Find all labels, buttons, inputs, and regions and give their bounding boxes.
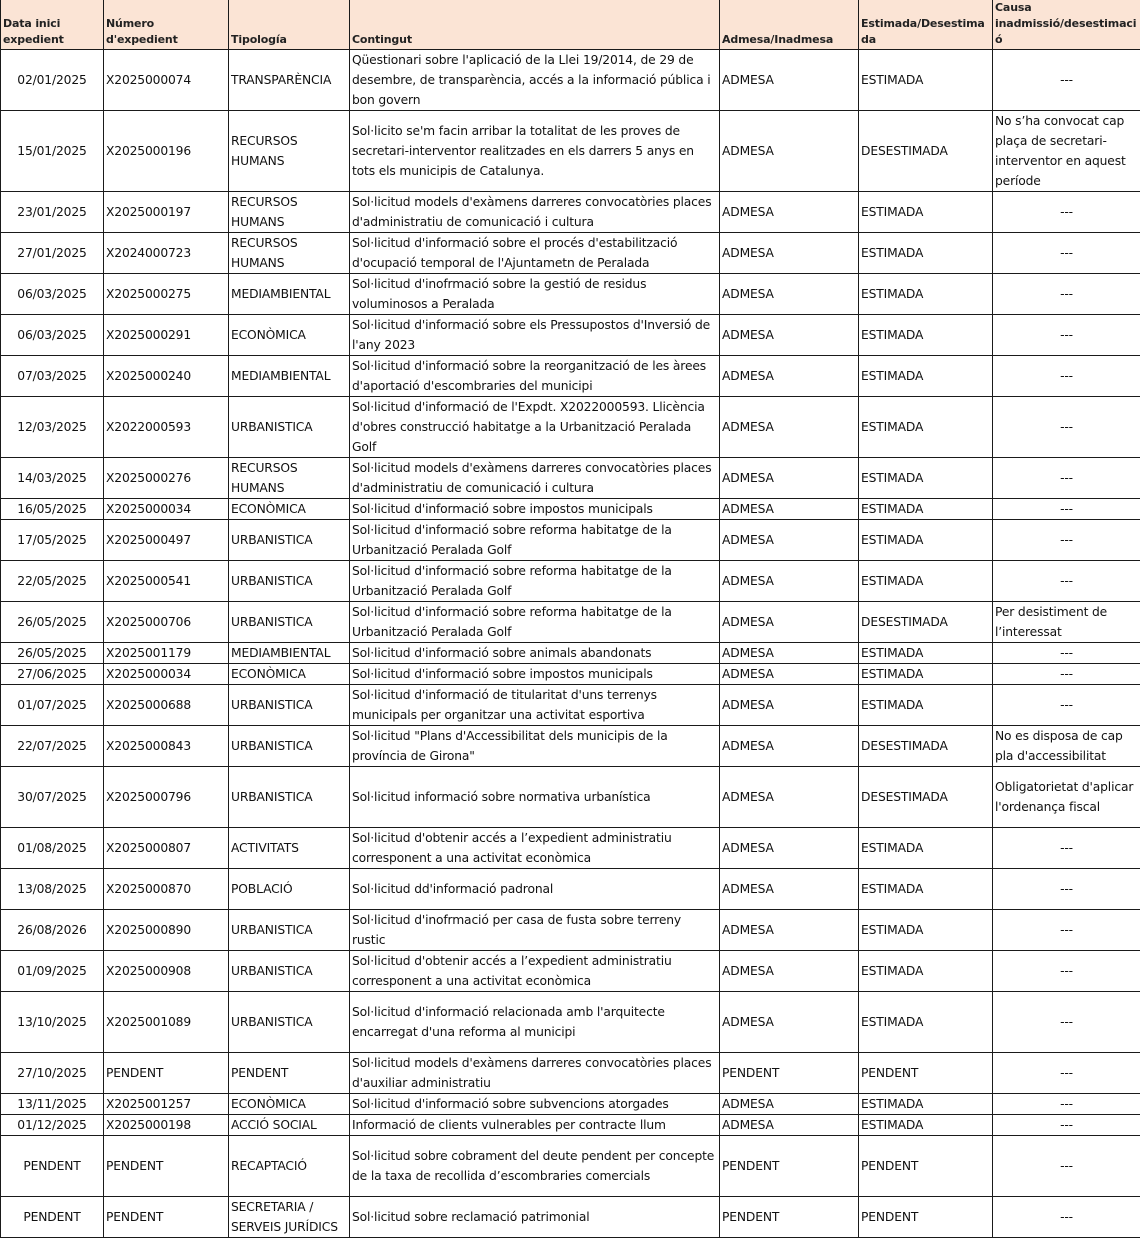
cell-content: Sol·licitud sobre cobrament del deute pendent per concepte de la taxa de recollida d’escombraries comercials bbox=[350, 1136, 720, 1197]
cell-content: Sol·licitud d'informació sobre impostos municipals bbox=[350, 664, 720, 685]
table-row bbox=[1, 499, 1140, 520]
header-cause: Causa inadmissió/desestimació bbox=[993, 0, 1140, 50]
cell-admitted: ADMESA bbox=[720, 664, 859, 685]
cell-date: 26/08/2026 bbox=[1, 910, 104, 951]
cell-resolved: ESTIMADA bbox=[859, 356, 993, 397]
cell-content: Sol·licitud d'informació sobre els Pressupostos d'Inversió de l'any 2023 bbox=[350, 315, 720, 356]
cell-cause: --- bbox=[993, 561, 1140, 602]
cell-content: Sol·licitud models d'exàmens darreres convocatòries places d'administratiu de comunicació i cultura bbox=[350, 192, 720, 233]
cell-resolved: PENDENT bbox=[859, 1136, 993, 1197]
cell-number: X2025000074 bbox=[104, 50, 229, 111]
cell-resolved: ESTIMADA bbox=[859, 561, 993, 602]
cell-type: POBLACIÓ bbox=[229, 869, 350, 910]
cell-admitted: ADMESA bbox=[720, 233, 859, 274]
cell-type: URBANISTICA bbox=[229, 685, 350, 726]
cell-admitted: PENDENT bbox=[720, 1136, 859, 1197]
cell-cause: --- bbox=[993, 951, 1140, 992]
cell-number: X2022000593 bbox=[104, 397, 229, 458]
cell-cause: --- bbox=[993, 315, 1140, 356]
cell-content: Sol·licitud d'informació sobre la reorganització de les àrees d'aportació d'escombraries del municipi bbox=[350, 356, 720, 397]
cell-resolved: ESTIMADA bbox=[859, 233, 993, 274]
cell-admitted: ADMESA bbox=[720, 910, 859, 951]
cell-admitted: ADMESA bbox=[720, 951, 859, 992]
cell-cause: --- bbox=[993, 1115, 1140, 1136]
cell-admitted: ADMESA bbox=[720, 561, 859, 602]
cell-admitted: ADMESA bbox=[720, 1115, 859, 1136]
cell-number: PENDENT bbox=[104, 1197, 229, 1238]
cell-content: Sol·licitud models d'exàmens darreres convocatòries places d'auxiliar administratiu bbox=[350, 1053, 720, 1094]
cell-type: URBANISTICA bbox=[229, 520, 350, 561]
table-row bbox=[1, 664, 1140, 685]
cell-date: 23/01/2025 bbox=[1, 192, 104, 233]
cell-cause: No s’ha convocat cap plaça de secretari-interventor en aquest període bbox=[993, 111, 1140, 192]
cell-date: 14/03/2025 bbox=[1, 458, 104, 499]
cell-admitted: ADMESA bbox=[720, 1094, 859, 1115]
cell-date: 26/05/2025 bbox=[1, 643, 104, 664]
table-row bbox=[1, 561, 1140, 602]
cell-resolved: DESESTIMADA bbox=[859, 726, 993, 767]
cell-type: URBANISTICA bbox=[229, 726, 350, 767]
table-row bbox=[1, 520, 1140, 561]
cell-cause: No es disposa de cap pla d'accessibilitat bbox=[993, 726, 1140, 767]
cell-type: RECURSOS HUMANS bbox=[229, 192, 350, 233]
cell-content: Informació de clients vulnerables per contracte llum bbox=[350, 1115, 720, 1136]
cell-admitted: ADMESA bbox=[720, 315, 859, 356]
table-row bbox=[1, 1115, 1140, 1136]
header-date: Data inici expedient bbox=[1, 0, 104, 50]
cell-type: URBANISTICA bbox=[229, 910, 350, 951]
cell-number: X2025000034 bbox=[104, 499, 229, 520]
cell-content: Sol·licitud d'obtenir accés a l’expedient administratiu corresponent a una activitat econòmica bbox=[350, 828, 720, 869]
cell-content: Sol·licitud informació sobre normativa urbanística bbox=[350, 767, 720, 828]
cell-content: Sol·licito se'm facin arribar la totalitat de les proves de secretari-interventor realitzades en els darrers 5 anys en tots els municipis de Catalunya. bbox=[350, 111, 720, 192]
cell-cause: --- bbox=[993, 910, 1140, 951]
cell-type: URBANISTICA bbox=[229, 992, 350, 1053]
cell-date: 27/06/2025 bbox=[1, 664, 104, 685]
cell-cause: --- bbox=[993, 869, 1140, 910]
cell-cause: --- bbox=[993, 1136, 1140, 1197]
cell-number: X2025000196 bbox=[104, 111, 229, 192]
cell-date: 01/12/2025 bbox=[1, 1115, 104, 1136]
cell-cause: --- bbox=[993, 50, 1140, 111]
table-row bbox=[1, 356, 1140, 397]
cell-number: X2025000807 bbox=[104, 828, 229, 869]
cell-admitted: PENDENT bbox=[720, 1053, 859, 1094]
cell-number: PENDENT bbox=[104, 1136, 229, 1197]
cell-type: ECONÒMICA bbox=[229, 1094, 350, 1115]
cell-type: SECRETARIA / SERVEIS JURÍDICS bbox=[229, 1197, 350, 1238]
cell-date: 26/05/2025 bbox=[1, 602, 104, 643]
cell-resolved: ESTIMADA bbox=[859, 50, 993, 111]
cell-content: Sol·licitud d'informació sobre el procés d'estabilització d'ocupació temporal de l'Ajuntametn de Peralada bbox=[350, 233, 720, 274]
cell-type: MEDIAMBIENTAL bbox=[229, 356, 350, 397]
cell-date: 15/01/2025 bbox=[1, 111, 104, 192]
cell-admitted: ADMESA bbox=[720, 274, 859, 315]
cell-type: RECAPTACIÓ bbox=[229, 1136, 350, 1197]
cell-date: 17/05/2025 bbox=[1, 520, 104, 561]
cell-date: 12/03/2025 bbox=[1, 397, 104, 458]
cell-admitted: ADMESA bbox=[720, 111, 859, 192]
cell-date: 13/10/2025 bbox=[1, 992, 104, 1053]
table-header bbox=[1, 0, 1140, 50]
table-row bbox=[1, 274, 1140, 315]
cell-number: X2024000723 bbox=[104, 233, 229, 274]
cell-date: PENDENT bbox=[1, 1136, 104, 1197]
cell-content: Sol·licitud d'informació sobre reforma habitatge de la Urbanització Peralada Golf bbox=[350, 602, 720, 643]
cell-date: 01/08/2025 bbox=[1, 828, 104, 869]
cell-type: URBANISTICA bbox=[229, 951, 350, 992]
cell-number: X2025000276 bbox=[104, 458, 229, 499]
table-row bbox=[1, 951, 1140, 992]
cell-resolved: ESTIMADA bbox=[859, 192, 993, 233]
cell-resolved: ESTIMADA bbox=[859, 315, 993, 356]
cell-type: ACCIÓ SOCIAL bbox=[229, 1115, 350, 1136]
header-number: Número d'expedient bbox=[104, 0, 229, 50]
header-resolved: Estimada/Desestimada bbox=[859, 0, 993, 50]
cell-type: PENDENT bbox=[229, 1053, 350, 1094]
cell-date: 01/07/2025 bbox=[1, 685, 104, 726]
cell-cause: --- bbox=[993, 643, 1140, 664]
cell-number: X2025001179 bbox=[104, 643, 229, 664]
cell-admitted: ADMESA bbox=[720, 767, 859, 828]
cell-number: X2025000198 bbox=[104, 1115, 229, 1136]
cell-admitted: ADMESA bbox=[720, 397, 859, 458]
cell-number: X2025000275 bbox=[104, 274, 229, 315]
cell-admitted: ADMESA bbox=[720, 643, 859, 664]
cell-cause: Per desistiment de l’interessat bbox=[993, 602, 1140, 643]
cell-number: X2025000197 bbox=[104, 192, 229, 233]
cell-resolved: ESTIMADA bbox=[859, 910, 993, 951]
cell-resolved: DESESTIMADA bbox=[859, 602, 993, 643]
cell-resolved: ESTIMADA bbox=[859, 951, 993, 992]
cell-cause: --- bbox=[993, 458, 1140, 499]
cell-resolved: DESESTIMADA bbox=[859, 767, 993, 828]
cell-resolved: ESTIMADA bbox=[859, 685, 993, 726]
table-row bbox=[1, 992, 1140, 1053]
table-row bbox=[1, 458, 1140, 499]
cell-content: Sol·licitud d'informació relacionada amb l'arquitecte encarregat d'una reforma al municipi bbox=[350, 992, 720, 1053]
cell-cause: --- bbox=[993, 992, 1140, 1053]
table-row bbox=[1, 602, 1140, 643]
cell-resolved: ESTIMADA bbox=[859, 828, 993, 869]
cell-content: Sol·licitud d'obtenir accés a l’expedient administratiu corresponent a una activitat econòmica bbox=[350, 951, 720, 992]
cell-date: 27/01/2025 bbox=[1, 233, 104, 274]
cell-type: URBANISTICA bbox=[229, 602, 350, 643]
cell-cause: --- bbox=[993, 499, 1140, 520]
table-row bbox=[1, 192, 1140, 233]
cell-cause: --- bbox=[993, 233, 1140, 274]
table-row bbox=[1, 1053, 1140, 1094]
cell-cause: --- bbox=[993, 685, 1140, 726]
cell-number: X2025000541 bbox=[104, 561, 229, 602]
cell-cause: Obligatorietat d'aplicar l'ordenança fiscal bbox=[993, 767, 1140, 828]
cell-type: TRANSPARÈNCIA bbox=[229, 50, 350, 111]
cell-admitted: ADMESA bbox=[720, 992, 859, 1053]
cell-content: Sol·licitud d'inofrmació per casa de fusta sobre terreny rustic bbox=[350, 910, 720, 951]
table-row bbox=[1, 1136, 1140, 1197]
cell-cause: --- bbox=[993, 520, 1140, 561]
cell-content: Sol·licitud d'informació sobre animals abandonats bbox=[350, 643, 720, 664]
cell-content: Sol·licitud sobre reclamació patrimonial bbox=[350, 1197, 720, 1238]
table-body bbox=[1, 50, 1140, 1238]
cell-content: Sol·licitud d'informació sobre subvencions atorgades bbox=[350, 1094, 720, 1115]
table-row bbox=[1, 315, 1140, 356]
table-row bbox=[1, 233, 1140, 274]
cell-admitted: ADMESA bbox=[720, 50, 859, 111]
cell-type: ECONÒMICA bbox=[229, 664, 350, 685]
cell-number: X2025000291 bbox=[104, 315, 229, 356]
table-row bbox=[1, 767, 1140, 828]
cell-admitted: ADMESA bbox=[720, 602, 859, 643]
cell-type: URBANISTICA bbox=[229, 561, 350, 602]
cell-number: X2025000240 bbox=[104, 356, 229, 397]
cell-date: 13/11/2025 bbox=[1, 1094, 104, 1115]
cell-type: ACTIVITATS bbox=[229, 828, 350, 869]
cell-resolved: ESTIMADA bbox=[859, 499, 993, 520]
table-row bbox=[1, 910, 1140, 951]
cell-content: Sol·licitud "Plans d'Accessibilitat dels municipis de la província de Girona" bbox=[350, 726, 720, 767]
cell-date: 13/08/2025 bbox=[1, 869, 104, 910]
header-type: Tipología bbox=[229, 0, 350, 50]
table-row bbox=[1, 685, 1140, 726]
table-row bbox=[1, 828, 1140, 869]
cell-cause: --- bbox=[993, 828, 1140, 869]
cell-number: X2025000870 bbox=[104, 869, 229, 910]
cell-resolved: PENDENT bbox=[859, 1197, 993, 1238]
cell-cause: --- bbox=[993, 274, 1140, 315]
cell-number: X2025000497 bbox=[104, 520, 229, 561]
cell-type: RECURSOS HUMANS bbox=[229, 233, 350, 274]
cell-resolved: PENDENT bbox=[859, 1053, 993, 1094]
cell-content: Sol·licitud d'informació sobre reforma habitatge de la Urbanització Peralada Golf bbox=[350, 561, 720, 602]
cell-type: URBANISTICA bbox=[229, 767, 350, 828]
cell-number: X2025000890 bbox=[104, 910, 229, 951]
cell-number: X2025000796 bbox=[104, 767, 229, 828]
cell-resolved: ESTIMADA bbox=[859, 664, 993, 685]
cell-admitted: ADMESA bbox=[720, 828, 859, 869]
cell-content: Sol·licitud d'informació sobre impostos municipals bbox=[350, 499, 720, 520]
cell-cause: --- bbox=[993, 1094, 1140, 1115]
cell-type: RECURSOS HUMANS bbox=[229, 111, 350, 192]
table-row bbox=[1, 111, 1140, 192]
cell-content: Sol·licitud d'inofrmació sobre la gestió de residus voluminosos a Peralada bbox=[350, 274, 720, 315]
cell-number: PENDENT bbox=[104, 1053, 229, 1094]
cell-resolved: ESTIMADA bbox=[859, 1094, 993, 1115]
cell-type: ECONÒMICA bbox=[229, 499, 350, 520]
cell-number: X2025000688 bbox=[104, 685, 229, 726]
cell-resolved: ESTIMADA bbox=[859, 274, 993, 315]
cell-number: X2025000706 bbox=[104, 602, 229, 643]
cell-cause: --- bbox=[993, 192, 1140, 233]
table-row bbox=[1, 1094, 1140, 1115]
cell-content: Qüestionari sobre l'aplicació de la Llei 19/2014, de 29 de desembre, de transparència, accés a la informació pública i bon govern bbox=[350, 50, 720, 111]
header-row bbox=[1, 0, 1140, 50]
table-row bbox=[1, 869, 1140, 910]
cell-type: MEDIAMBIENTAL bbox=[229, 643, 350, 664]
cell-content: Sol·licitud dd'informació padronal bbox=[350, 869, 720, 910]
cell-resolved: ESTIMADA bbox=[859, 458, 993, 499]
table-row bbox=[1, 1197, 1140, 1238]
cell-cause: --- bbox=[993, 356, 1140, 397]
table-row bbox=[1, 397, 1140, 458]
cell-type: MEDIAMBIENTAL bbox=[229, 274, 350, 315]
cell-resolved: ESTIMADA bbox=[859, 397, 993, 458]
cell-resolved: ESTIMADA bbox=[859, 992, 993, 1053]
cell-admitted: ADMESA bbox=[720, 685, 859, 726]
cell-resolved: ESTIMADA bbox=[859, 643, 993, 664]
cell-admitted: PENDENT bbox=[720, 1197, 859, 1238]
cell-date: PENDENT bbox=[1, 1197, 104, 1238]
cell-admitted: ADMESA bbox=[720, 356, 859, 397]
cell-admitted: ADMESA bbox=[720, 726, 859, 767]
cell-number: X2025001257 bbox=[104, 1094, 229, 1115]
cell-admitted: ADMESA bbox=[720, 520, 859, 561]
cell-date: 22/07/2025 bbox=[1, 726, 104, 767]
cell-cause: --- bbox=[993, 1053, 1140, 1094]
cell-admitted: ADMESA bbox=[720, 192, 859, 233]
cell-number: X2025000034 bbox=[104, 664, 229, 685]
cell-content: Sol·licitud d'informació de l'Expdt. X2022000593. Llicència d'obres construcció habitatge a la Urbanització Peralada Golf bbox=[350, 397, 720, 458]
cell-content: Sol·licitud d'informació de titularitat d'uns terrenys municipals per organitzar una activitat esportiva bbox=[350, 685, 720, 726]
cell-admitted: ADMESA bbox=[720, 499, 859, 520]
table-row bbox=[1, 50, 1140, 111]
cell-cause: --- bbox=[993, 1197, 1140, 1238]
cell-date: 01/09/2025 bbox=[1, 951, 104, 992]
table-row bbox=[1, 643, 1140, 664]
cell-date: 06/03/2025 bbox=[1, 274, 104, 315]
table-row bbox=[1, 726, 1140, 767]
cell-resolved: ESTIMADA bbox=[859, 869, 993, 910]
cell-type: ECONÒMICA bbox=[229, 315, 350, 356]
cell-type: RECURSOS HUMANS bbox=[229, 458, 350, 499]
cell-resolved: DESESTIMADA bbox=[859, 111, 993, 192]
cell-number: X2025000908 bbox=[104, 951, 229, 992]
cell-type: URBANISTICA bbox=[229, 397, 350, 458]
cell-date: 16/05/2025 bbox=[1, 499, 104, 520]
header-content: Contingut bbox=[350, 0, 720, 50]
cell-resolved: ESTIMADA bbox=[859, 520, 993, 561]
cell-date: 06/03/2025 bbox=[1, 315, 104, 356]
cell-content: Sol·licitud d'informació sobre reforma habitatge de la Urbanització Peralada Golf bbox=[350, 520, 720, 561]
cell-content: Sol·licitud models d'exàmens darreres convocatòries places d'administratiu de comunicació i cultura bbox=[350, 458, 720, 499]
header-admitted: Admesa/Inadmesa bbox=[720, 0, 859, 50]
cell-number: X2025001089 bbox=[104, 992, 229, 1053]
cell-admitted: ADMESA bbox=[720, 869, 859, 910]
cell-date: 07/03/2025 bbox=[1, 356, 104, 397]
cell-admitted: ADMESA bbox=[720, 458, 859, 499]
cell-date: 22/05/2025 bbox=[1, 561, 104, 602]
cell-resolved: ESTIMADA bbox=[859, 1115, 993, 1136]
cell-number: X2025000843 bbox=[104, 726, 229, 767]
cell-date: 02/01/2025 bbox=[1, 50, 104, 111]
cell-date: 30/07/2025 bbox=[1, 767, 104, 828]
cell-date: 27/10/2025 bbox=[1, 1053, 104, 1094]
cell-cause: --- bbox=[993, 397, 1140, 458]
cell-cause: --- bbox=[993, 664, 1140, 685]
